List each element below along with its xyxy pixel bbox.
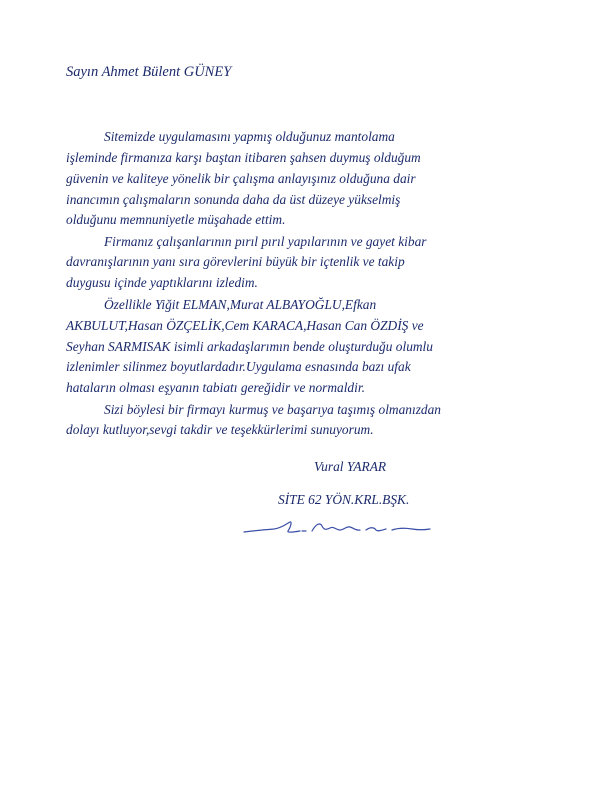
- paragraph-1-line-1: Sitemizde uygulamasını yapmış olduğunuz mantolama: [104, 129, 395, 144]
- paragraph-1-line-3: güvenin ve kaliteye yönelik bir çalışma anlayışınız olduğuna dair: [66, 171, 416, 186]
- paragraph-1-line-5: olduğunu memnuniyetle müşahade ettim.: [66, 212, 286, 227]
- handwritten-signature: [242, 518, 432, 540]
- paragraph-3-line-2: AKBULUT,Hasan ÖZÇELİK,Cem KARACA,Hasan Can ÖZDİŞ ve: [66, 318, 424, 333]
- signer-title: SİTE 62 YÖN.KRL.BŞK.: [278, 492, 410, 507]
- paragraph-3-line-4: izlenimler silinmez boyutlardadır.Uygulama esnasında bazı ufak: [66, 359, 411, 374]
- salutation: Sayın Ahmet Bülent GÜNEY: [66, 64, 232, 80]
- paragraph-4-line-1: Sizi böylesi bir firmayı kurmuş ve başarıya taşımış olmanızdan: [104, 402, 441, 417]
- paragraph-3-line-5: hataların olması eşyanın tabiatı gereğidir ve normaldir.: [66, 380, 365, 395]
- paragraph-1-line-4: inancımın çalışmaların sonunda daha da üst düzeye yükselmiş: [66, 192, 401, 207]
- paragraph-4-line-2: dolayı kutluyor,sevgi takdir ve teşekkürlerimi sunuyorum.: [66, 422, 374, 437]
- paragraph-3-line-1: Özellikle Yiğit ELMAN,Murat ALBAYOĞLU,Efkan: [104, 297, 377, 312]
- paragraph-2-line-3: duygusu içinde yaptıklarını izledim.: [66, 275, 258, 290]
- paragraph-2-line-1: Firmanız çalışanlarının pırıl pırıl yapılarının ve gayet kibar: [104, 234, 427, 249]
- paragraph-3-line-3: Seyhan SARMISAK isimli arkadaşlarımın bende oluşturduğu olumlu: [66, 339, 433, 354]
- signer-name: Vural YARAR: [314, 459, 387, 474]
- paragraph-2-line-2: davranışlarının yanı sıra görevlerini büyük bir içtenlik ve takip: [66, 254, 405, 269]
- paragraph-1-line-2: işleminde firmanıza karşı baştan itibaren şahsen duymuş olduğum: [66, 150, 421, 165]
